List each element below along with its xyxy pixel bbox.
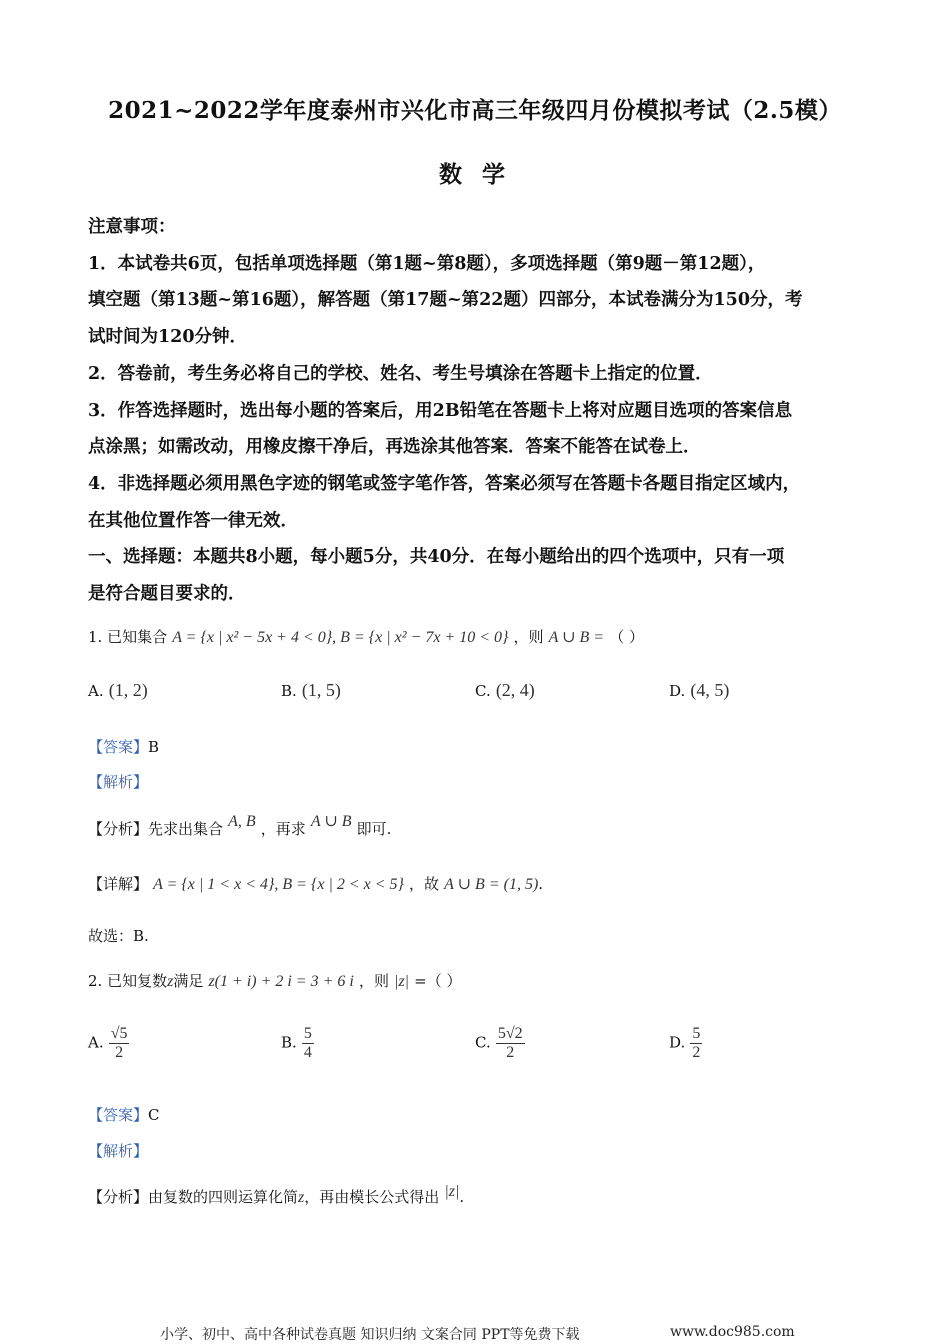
fraction: $\frac{5}{4}$	[303, 1025, 312, 1061]
notice-item-1-line-3: 试时间为120分钟．	[88, 327, 248, 347]
footer-text: 小学、初中、高中各种试卷真题 知识归纳 文案合同 PPT等免费下载	[160, 1327, 580, 1343]
q1-option-a: A. (1, 2)	[88, 680, 148, 700]
notice-item-3-line-1: 3．作答选择题时，选出每小题的答案后，用2B铅笔在答题卡上将对应题目选项的答案信息	[88, 401, 793, 421]
q2-equation: z(1 + i) + 2 i = 3 + 6 i	[208, 973, 354, 990]
q1-analysis: 【分析】先求出集合 A, B ，再求 A ∪ B 即可.	[88, 813, 392, 838]
q1-paren: （ ）	[609, 628, 644, 646]
question-2-stem: 2. 已知复数z满足 z(1 + i) + 2 i = 3 + 6 i ，则 |z| =（ ）	[88, 972, 462, 990]
fraction: $\frac{5√2}{2}$	[497, 1025, 523, 1061]
q1-set-expression: A = {x | x² − 5x + 4 < 0}, B = {x | x² − 7x + 10 < 0}	[172, 629, 509, 646]
answer-tag: 【答案】	[88, 738, 149, 756]
q2-option-a: A. $\frac{√5}{2}$	[88, 1025, 128, 1061]
footer-url[interactable]: www.doc985.com	[670, 1324, 795, 1340]
q1-option-c: C. (2, 4)	[475, 680, 535, 700]
notice-item-4-line-1: 4．非选择题必须用黑色字迹的钢笔或签字笔作答，答案必须写在答题卡各题目指定区域内，	[88, 474, 801, 494]
section-1-line-2: 是符合题目要求的．	[88, 584, 246, 604]
notice-item-1-line-1: 1．本试卷共6页，包括单项选择题（第1题~第8题），多项选择题（第9题－第12题），	[88, 254, 766, 274]
q1-union-expression: A ∪ B =	[548, 629, 605, 646]
notice-heading: 注意事项：	[88, 217, 176, 237]
q2-option-d: D. $\frac{5}{2}$	[669, 1025, 701, 1061]
exam-title: 2021~2022学年度泰州市兴化市高三年级四月份模拟考试（2.5模）	[108, 97, 842, 124]
q1-stem-mid: ，则	[513, 628, 544, 646]
q1-option-d: D. (4, 5)	[669, 680, 730, 700]
q2-option-b: B. $\frac{5}{4}$	[281, 1025, 312, 1061]
q1-detail-union: A ∪ B = (1, 5)	[444, 876, 539, 893]
fraction: $\frac{5}{2}$	[692, 1025, 701, 1061]
q2-modulus: |z|	[394, 973, 410, 990]
q1-answer	[88, 736, 159, 757]
q1-jiexi-tag: 【解析】	[88, 773, 149, 791]
fraction: $\frac{√5}{2}$	[110, 1025, 128, 1061]
notice-item-4-line-2: 在其他位置作答一律无效．	[88, 511, 298, 531]
q1-detail: 【详解】 A = {x | 1 < x < 4}, B = {x | 2 < x < 5} ，故 A ∪ B = (1, 5).	[88, 875, 544, 893]
notice-item-2: 2．答卷前，考生务必将自己的学校、姓名、考生号填涂在答题卡上指定的位置．	[88, 364, 713, 384]
q2-analysis: 【分析】由复数的四则运算化简z，再由模长公式得出 |z|.	[88, 1183, 465, 1206]
section-1-line-1: 一、选择题：本题共8小题，每小题5分，共40分．在每小题给出的四个选项中，只有一项	[88, 547, 785, 567]
q1-conclusion: 故选：B.	[88, 927, 149, 945]
q2-jiexi-tag: 【解析】	[88, 1142, 149, 1160]
q1-option-b: B. (1, 5)	[281, 680, 341, 700]
notice-item-1-line-2: 填空题（第13题~第16题），解答题（第17题~第22题）四部分，本试卷满分为150分，考	[88, 290, 803, 310]
answer-value: B	[148, 738, 160, 756]
q1-stem-prefix: 1. 已知集合	[88, 628, 168, 646]
subject-title: 数 学	[438, 161, 511, 188]
q2-option-c: C. $\frac{5√2}{2}$	[475, 1025, 523, 1061]
q2-answer: 【答案】C	[88, 1106, 160, 1124]
q1-detail-sets: A = {x | 1 < x < 4}, B = {x | 2 < x < 5}	[153, 876, 404, 893]
question-1-stem	[88, 626, 644, 647]
notice-item-3-line-2: 点涂黑；如需改动，用橡皮擦干净后，再选涂其他答案．答案不能答在试卷上．	[88, 437, 701, 457]
